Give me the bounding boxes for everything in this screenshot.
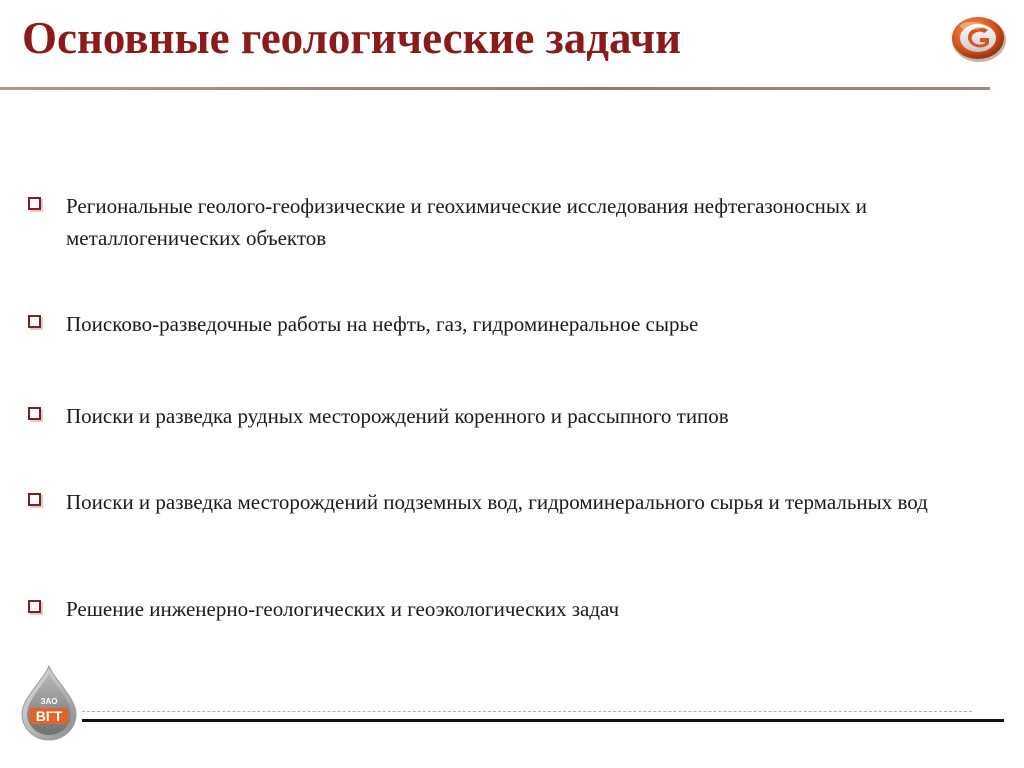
list-item-text: Поиски и разведка рудных месторождений коренного и рассыпного типов [66, 404, 729, 428]
checkbox-bullet-icon [28, 600, 41, 613]
checkbox-bullet-icon [28, 407, 41, 420]
checkbox-bullet-icon [28, 315, 41, 328]
g-logo-icon [950, 14, 1008, 64]
logo-top-text: ЗАО [40, 697, 58, 706]
page-title: Основные геологические задачи [22, 13, 682, 63]
list-item-text: Поиски и разведка месторождений подземных вод, гидроминерального сырья и термальных вод [66, 490, 928, 514]
title-underline [0, 87, 990, 90]
list-item-text: Решение инженерно-геологических и геоэкологических задач [66, 597, 620, 621]
vgt-drop-logo-icon [18, 664, 80, 742]
list-item-text: Региональные геолого-геофизические и геохимические исследования нефтегазоносных и металлогенических объектов [66, 194, 868, 250]
footer-dotted-line [82, 711, 972, 712]
footer-rule [82, 719, 1004, 722]
checkbox-bullet-icon [28, 493, 41, 506]
checkbox-bullet-icon [28, 197, 41, 210]
list-item-text: Поисково-разведочные работы на нефть, газ, гидроминеральное сырье [66, 312, 699, 336]
logo-main-text: ВГТ [35, 708, 63, 724]
